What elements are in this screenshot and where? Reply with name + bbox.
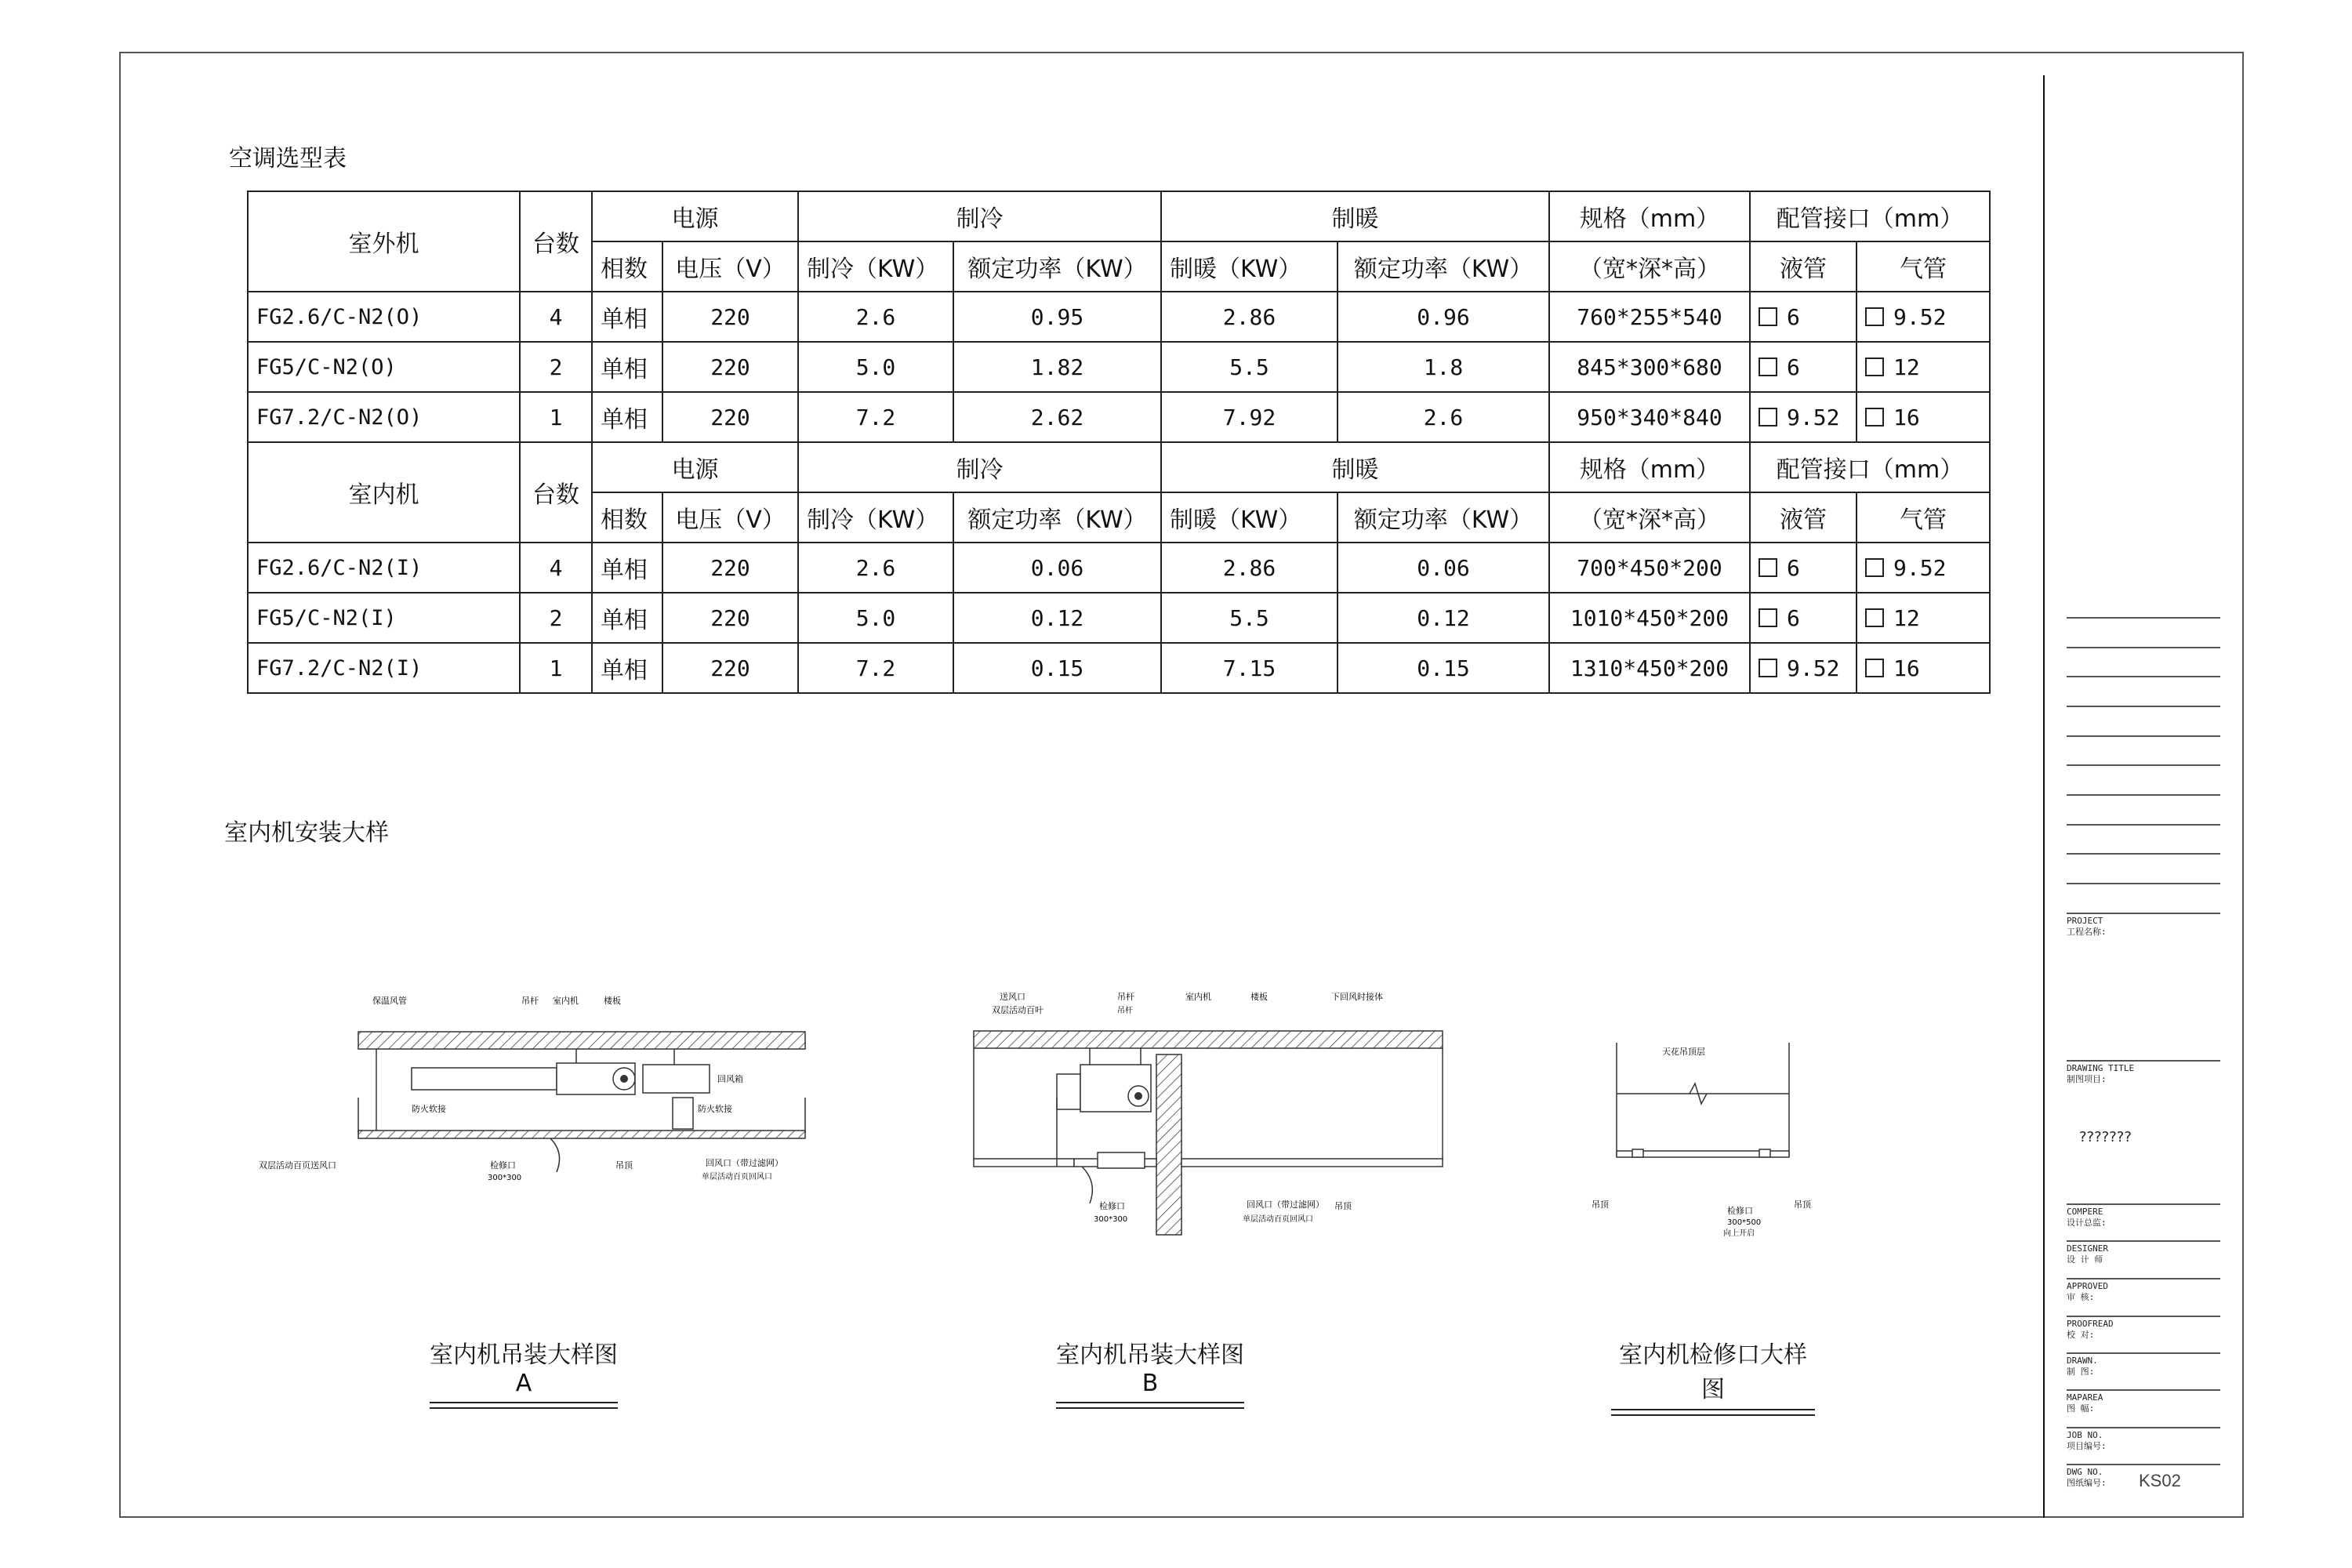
svg-text:双层活动百叶: 双层活动百叶 [992,1005,1044,1015]
checkbox-icon [1759,408,1777,426]
table-row: FG5/C-N2(I) 2 单相 220 5.0 0.12 5.5 0.12 1010*450*200 6 12 [248,593,1990,643]
svg-text:室内机: 室内机 [1185,992,1211,1002]
svg-text:吊顶: 吊顶 [1794,1200,1811,1210]
power-header: 电源 [592,442,798,492]
svg-text:回风口（带过滤网）: 回风口（带过滤网） [1247,1200,1324,1210]
drawing-number: KS02 [2139,1471,2181,1490]
cool-rated-header: 额定功率（KW） [953,241,1161,292]
wall [1156,1054,1181,1235]
liquid-header: 液管 [1750,492,1857,543]
size-header: 规格（mm） [1549,191,1750,241]
cool-header: 制冷 [798,442,1161,492]
svg-text:检修口: 检修口 [490,1160,516,1171]
qty-header: 台数 [520,442,592,543]
table-row: FG7.2/C-N2(O) 1 单相 220 7.2 2.62 7.92 2.6 950*340*840 9.52 16 [248,392,1990,442]
svg-text:300*500: 300*500 [1727,1218,1762,1227]
gas-header: 气管 [1857,241,1990,292]
checkbox-icon [1865,408,1884,426]
detail-c-caption: 室内机检修口大样图 [1611,1335,1815,1416]
heat-kw-header: 制暖（KW） [1161,241,1338,292]
svg-text:单层活动百页回风口: 单层活动百页回风口 [1243,1215,1313,1224]
svg-text:300*300: 300*300 [1094,1215,1128,1224]
checkbox-icon [1865,558,1884,577]
checkbox-icon [1759,307,1777,326]
svg-text:楼板: 楼板 [604,996,621,1006]
phase-header: 相数 [592,492,662,543]
phase-header: 相数 [592,241,662,292]
indoor-unit-header: 室内机 [248,442,520,543]
gas-header: 气管 [1857,492,1990,543]
qty-header: 台数 [520,191,592,292]
slab [974,1031,1443,1048]
outdoor-unit-header: 室外机 [248,191,520,292]
svg-text:下回风时接体: 下回风时接体 [1331,992,1383,1002]
pipe-header: 配管接口（mm） [1750,442,1990,492]
svg-text:回风口（带过滤网）: 回风口（带过滤网） [706,1158,783,1168]
ac-selection-table [247,191,1991,694]
cool-kw-header: 制冷（KW） [798,492,953,543]
pipe-header: 配管接口（mm） [1750,191,1990,241]
drawing-title-value: ??????? [2079,1129,2132,1145]
svg-text:检修口: 检修口 [1099,1201,1125,1211]
checkbox-icon [1865,659,1884,677]
dims-header: （宽*深*高） [1549,492,1750,543]
svg-text:吊杆: 吊杆 [1117,992,1134,1002]
detail-c-drawing [1584,1019,1842,1254]
table-row: FG2.6/C-N2(O) 4 单相 220 2.6 0.95 2.86 0.96 760*255*540 6 9.52 [248,292,1990,342]
checkbox-icon [1759,358,1777,376]
cool-kw-header: 制冷（KW） [798,241,953,292]
heat-header: 制暖 [1161,442,1549,492]
supply-grille [1057,1074,1080,1109]
svg-text:单层活动百页回风口: 单层活动百页回风口 [702,1173,772,1181]
voltage-header: 电压（V） [662,492,798,543]
heat-header: 制暖 [1161,191,1549,241]
checkbox-icon [1759,558,1777,577]
svg-text:防火软接: 防火软接 [698,1104,732,1114]
detail-b-drawing [964,980,1474,1247]
size-header: 规格（mm） [1549,442,1750,492]
duct [412,1068,557,1090]
svg-text:吊顶: 吊顶 [615,1160,633,1171]
cool-header: 制冷 [798,191,1161,241]
table-row: FG7.2/C-N2(I) 1 单相 220 7.2 0.15 7.15 0.15 1310*450*200 9.52 16 [248,643,1990,693]
svg-text:保温风管: 保温风管 [372,996,407,1006]
table-row: FG2.6/C-N2(I) 4 单相 220 2.6 0.06 2.86 0.06 700*450*200 6 9.52 [248,543,1990,593]
install-detail-title: 室内机安装大样 [224,819,389,847]
liquid-header: 液管 [1750,241,1857,292]
detail-b-caption: 室内机吊装大样图B [1056,1335,1244,1409]
cool-rated-header: 额定功率（KW） [953,492,1161,543]
svg-text:检修口: 检修口 [1727,1206,1753,1216]
table-row: FG5/C-N2(O) 2 单相 220 5.0 1.82 5.5 1.8 845*300*680 6 12 [248,342,1990,392]
svg-text:吊杆: 吊杆 [1117,1007,1133,1015]
voltage-header: 电压（V） [662,241,798,292]
checkbox-icon [1759,608,1777,627]
table-title: 空调选型表 [229,145,347,172]
checkbox-icon [1865,358,1884,376]
return-box [643,1065,710,1093]
svg-text:天花吊顶层: 天花吊顶层 [1662,1047,1705,1057]
svg-text:室内机: 室内机 [553,996,579,1006]
detail-a-drawing [235,980,847,1231]
svg-text:吊杆: 吊杆 [521,996,539,1006]
checkbox-icon [1759,659,1777,677]
detail-a-caption: 室内机吊装大样图A [430,1335,618,1409]
slab [358,1032,805,1049]
svg-text:防火软接: 防火软接 [412,1104,446,1114]
heat-rated-header: 额定功率（KW） [1338,241,1549,292]
title-block-divider [2043,75,2045,1518]
svg-text:300*300: 300*300 [488,1174,522,1182]
svg-text:楼板: 楼板 [1250,992,1268,1002]
svg-text:送风口: 送风口 [1000,992,1025,1002]
svg-text:向上开启: 向上开启 [1723,1229,1755,1238]
checkbox-icon [1865,608,1884,627]
checkbox-icon [1865,307,1884,326]
svg-text:回风箱: 回风箱 [717,1074,743,1084]
power-header: 电源 [592,191,798,241]
svg-text:吊顶: 吊顶 [1334,1201,1352,1211]
ceiling [358,1131,805,1138]
heat-kw-header: 制暖（KW） [1161,492,1338,543]
dims-header: （宽*深*高） [1549,241,1750,292]
svg-text:双层活动百页送风口: 双层活动百页送风口 [259,1160,336,1171]
heat-rated-header: 额定功率（KW） [1338,492,1549,543]
svg-text:吊顶: 吊顶 [1592,1200,1609,1210]
